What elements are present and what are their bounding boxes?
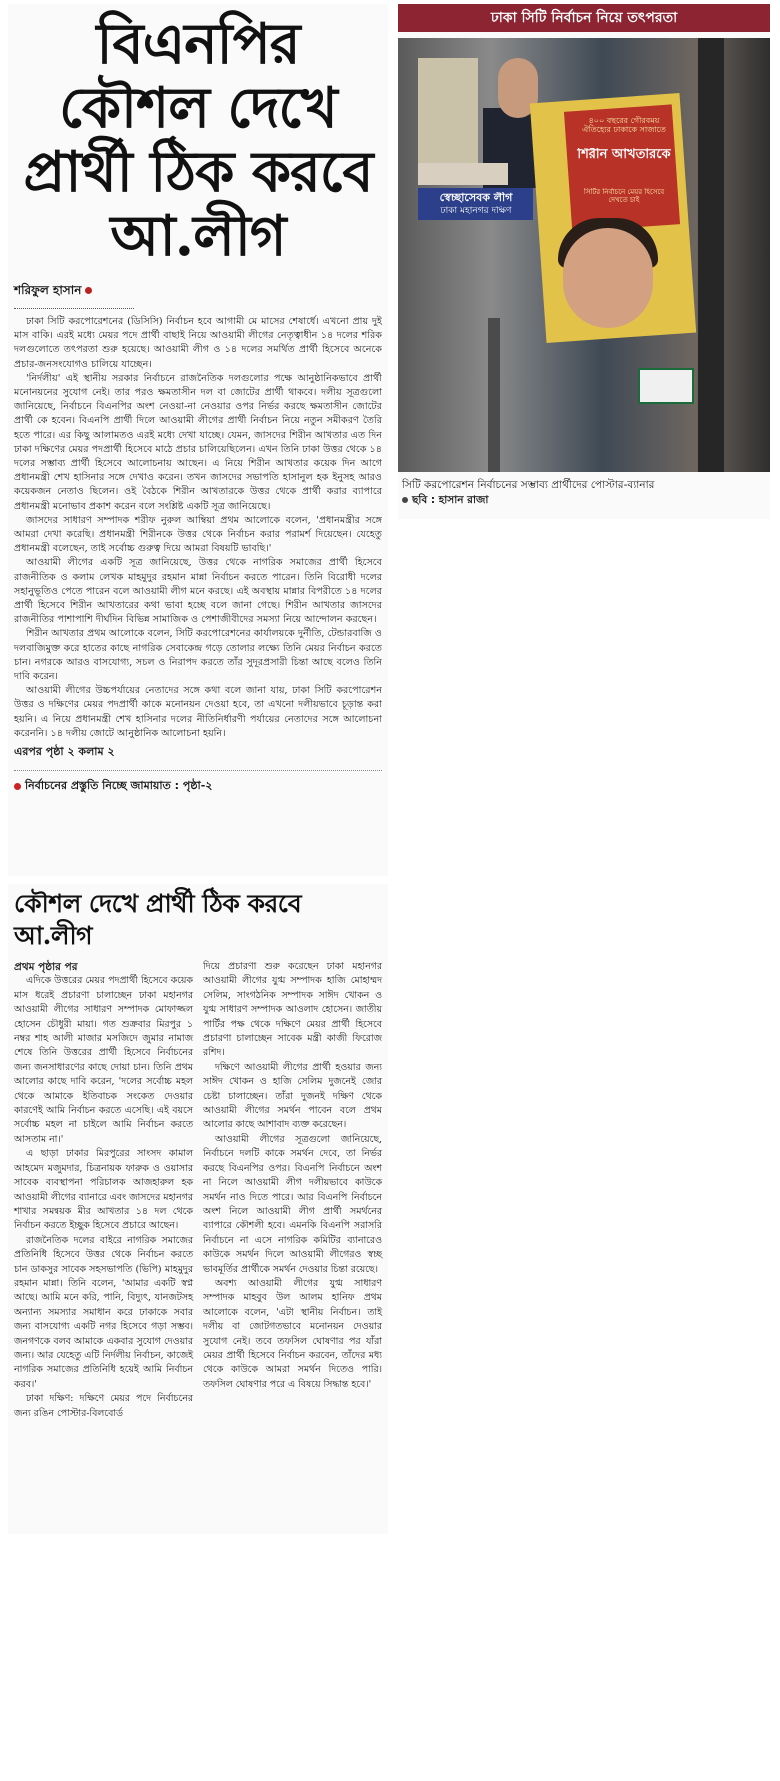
- continued-paragraph: এদিকে উত্তরের মেয়র পদপ্রার্থী হিসেবে কয়েক মাস ধরেই প্রচারণা চালাচ্ছেন ঢাকা মহানগর আওয়ামী লীগের সাধারণ সম্পাদক মোফাজ্জল হোসেন চৌধুরী মায়া। গত শুক্রবার মিরপুর ১ নম্বর শাহ আলী মাজার মসজিদে জুমার নামাজ শেষে তিনি উত্তরের প্রার্থী হিসেবে নির্বাচনের জন্য জনসাধারণের কাছে দোয়া চান। তিনি প্রথম আলোর কাছে দাবি করেন, 'দলের সর্বোচ্চ মহল থেকে আমাকে ইতিবাচক সংকেত দেওয়ার কারণেই আমি নির্বাচন করতে এসেছি। এই বয়সে সর্বোচ্চ মহল না চাইলে আমি নির্বাচন করতে আসতাম না।': [14, 975, 193, 1145]
- byline-rule: [14, 308, 134, 309]
- continued-paragraph: রাজনৈতিক দলের বাইরে নাগরিক সমাজের প্রতিনিধি হিসেবে উত্তর থেকে নির্বাচন করতে চান ডাকসুর সাবেক সহসভাপতি (ভিপি) মাহমুদুর রহমান মান্না। তিনি বলেন, 'আমার একটি স্বপ্ন আছে। আমি মনে করি, পানি, বিদ্যুৎ, যানজটসহ অন্যান্য সমস্যার সমাধান করে ঢাকাকে সবার জন্য বাসযোগ্য একটি নগর হিসেবে গড়া সম্ভব। জনগণকে বলব আমাকে একবার সুযোগ দেওয়ার জন্য। আর যেহেতু এটি নির্দলীয় নির্বাচন, কাজেই নাগরিক সমাজের প্রতিনিধি হয়েই আমি নির্বাচন করব।': [14, 1234, 193, 1390]
- continuation-note: এরপর পৃষ্ঠা ২ কলাম ২: [14, 745, 115, 759]
- poster-text: শিরীন আখতারকে: [577, 148, 671, 162]
- credit-dot-icon: [402, 497, 408, 503]
- portrait-face: [563, 228, 653, 328]
- poster-text: ৪০০ বছরের গৌরবময় ঐতিহ্যের ঢাকাকে সাজাতে: [582, 116, 666, 135]
- byline-name: শরিফুল হাসান: [14, 283, 82, 297]
- photo-clipping: [398, 4, 770, 519]
- poster-label-light: [418, 163, 508, 185]
- continued-columns: [8, 960, 388, 1421]
- main-body: [8, 315, 388, 741]
- photo-credit-text: ছবি : হাসান রাজা: [412, 494, 489, 506]
- continued-paragraph: ঢাকা দক্ষিণ: দক্ষিণে মেয়র পদে নির্বাচনের জন্য রঙিন পোস্টার-বিলবোর্ড: [14, 1393, 193, 1419]
- street-pole: [698, 38, 724, 472]
- photo-credit: [398, 493, 770, 510]
- continued-headline: কৌশল দেখে প্রার্থী ঠিক করবে আ.লীগ: [14, 889, 302, 950]
- byline: [8, 268, 388, 308]
- main-paragraph: ঢাকা সিটি করপোরেশনের (ডিসিসি) নির্বাচন হবে আগামী মে মাসের শেষার্ধে। এখনো প্রায় দুই মাস বাকি। এরই মধ্যে মেয়র পদে প্রার্থী বাছাই নিয়ে আওয়ামী লীগের নেতৃত্বাধীন ১৪ দলের শরিক দলগুলোতে তৎপরতা শুরু হয়েছে। আওয়ামী লীগ ও ১৪ দলের সমর্থিত প্রার্থী হিসেবে অনেকে প্রচার-জনসংযোগও চালিয়ে যাচ্ছেন।: [14, 316, 382, 370]
- byline-dot-icon: [85, 287, 92, 294]
- main-paragraph: আওয়ামী লীগের উচ্চপর্যায়ের নেতাদের সঙ্গে কথা বলে জানা যায়, ঢাকা সিটি করপোরেশন উত্তর ও দক্ষিণের মেয়র পদপ্রার্থী কাকে মনোনয়ন দেওয়া হবে, তা এখনো দলীয়ভাবে চূড়ান্ত করা হয়নি। এ নিয়ে প্রধানমন্ত্রী শেখ হাসিনার দলের নীতিনির্ধারণী পর্যায়ের নেতাদের সঙ্গে আলোচনা করেননি। ১৪ দলীয় জোটে আনুষ্ঠানিক আলোচনা হয়নি।: [14, 685, 382, 739]
- poster-text: সিটির নির্বাচনে মেয়র হিসেবে দেখতে চাই: [583, 188, 665, 205]
- continued-paragraph: দক্ষিণে আওয়ামী লীগের প্রার্থী হওয়ার জন্য সাঈদ খোকন ও হাজি সেলিম দুজনেই জোর চেষ্টা চালাচ্ছেন। তাঁরা দুজনই দক্ষিণ থেকে আওয়ামী লীগের সমর্থন পাবেন বলে প্রথম আলোর কাছে আশাবাদ ব্যক্ত করেছেন।: [203, 1061, 382, 1131]
- continued-paragraph: এ ছাড়া ঢাকার মিরপুরের সাংসদ কামাল আহমেদ মজুমদার, চিত্রনায়ক ফারুক ও ওয়াসার সাবেক ব্যবস্থাপনা পরিচালক আজহারুল হক আওয়ামী লীগের ব্যানারে এবং জাসদের মহানগর শাখার সমন্বয়ক মীর আখতার ১৪ দল থেকে নির্বাচন করতে ইচ্ছুক হিসেবে প্রচারে আছেন।: [14, 1148, 193, 1232]
- photo-caption: সিটি করপোরেশন নির্বাচনের সম্ভাব্য প্রার্থীদের পোস্টার-ব্যানার: [402, 479, 655, 491]
- poster-left: [418, 58, 478, 168]
- continued-lead: প্রথম পৃষ্ঠার পর: [14, 961, 78, 973]
- poster-text: স্বেচ্ছাসেবক লীগ: [439, 192, 513, 204]
- photo-header: ঢাকা সিটি নির্বাচন নিয়ে তৎপরতা: [398, 4, 770, 32]
- main-headline: বিএনপির কৌশল দেখে প্রার্থী ঠিক করবে আ.লীগ: [23, 11, 373, 269]
- main-paragraph: শিরীন আখতার প্রথম আলোকে বলেন, সিটি করপোরেশনের কার্যালয়কে দুর্নীতি, টেন্ডারবাজি ও দলবাজিমুক্ত করে হাতের কাছে নাগরিক সেবাকেন্দ্র গড়ে তোলার লক্ষ্যে তিনি মেয়র নির্বাচন করতে চান। নগরকে আরও বাসযোগ্য, সচল ও নিরাপদ করতে তাঁর সুদূরপ্রসারী চিন্তা আছে বলেও তিনি দাবি করেন।: [14, 628, 382, 683]
- main-paragraph: জাসদের সাধারণ সম্পাদক শরীফ নুরুল আম্বিয়া প্রথম আলোকে বলেন, 'প্রধানমন্ত্রীর সঙ্গে আমরা দেখা করেছি। প্রধানমন্ত্রী শিরীনকে উত্তর থেকে নির্বাচন করার পরামর্শ দিয়েছেন। যেহেতু প্রধানমন্ত্রী বলেছেন, তাই সর্বোচ্চ গুরুত্ব দিয়ে আমরা বিষয়টি ভাবছি।': [14, 514, 382, 555]
- teaser: [14, 770, 382, 796]
- teaser-text: নির্বাচনের প্রস্তুতি নিচ্ছে জামায়াত : পৃষ্ঠা-২: [25, 779, 213, 793]
- small-sign: [638, 368, 694, 404]
- continued-paragraph: অবশ্য আওয়ামী লীগের যুগ্ম সাধারণ সম্পাদক মাহবুব উল আলম হানিফ প্রথম আলোকে বলেন, 'এটা স্থানীয় নির্বাচন। তাই দলীয় বা জোটগতভাবে মনোনয়ন দেওয়ার সুযোগ নেই। তবে তফসিল ঘোষণার পর যাঁরা মেয়র প্রার্থী হিসেবে নির্বাচন করবেন, তাঁদের মধ্য থেকে কাউকে আমরা সমর্থন দিতেও পারি। তফসিল ঘোষণার পরে এ বিষয়ে সিদ্ধান্ত হবে।': [203, 1277, 382, 1390]
- continued-paragraph: আওয়ামী লীগের সূত্রগুলো জানিয়েছে, নির্বাচনে দলটি কাকে সমর্থন দেবে, তা নির্ভর করছে বিএনপির ওপর। বিএনপি নির্বাচনে অংশ না নিলে আওয়ামী লীগ দলীয়ভাবে কাউকে সমর্থন নাও দিতে পারে। আর বিএনপি নির্বাচনে অংশ নিলে আওয়ামী লীগ প্রার্থী সমর্থনের ব্যাপারে কৌশলী হবে। এমনকি বিএনপি সরাসরি নির্বাচনে না এসে নাগরিক কমিটির ব্যানারেও কাউকে সমর্থন দিলে আওয়ামী লীগেরও স্বচ্ছ ভাবমূর্তির প্রার্থীকে সমর্থন দেওয়ার চিন্তা রয়েছে।: [203, 1133, 382, 1275]
- main-paragraph: আওয়ামী লীগের একটি সূত্র জানিয়েছে, উত্তর থেকে নাগরিক সমাজের প্রার্থী হিসেবে রাজনীতিক ও কলাম লেখক মাহমুদুর রহমান মান্না নির্বাচন করতে পারেন। তিনি বিরোধী দলের সহানুভূতিও পেতে পারেন বলে আওয়ামী লীগ মনে করছে। এই অবস্থায় মান্নার বিপরীতে ১৪ দলের প্রার্থী হিসেবে শিরীন আখতারের কথা ভাবা হচ্ছে বলে জানা গেছে। শিরীন আখতার জাসদের রাজনীতির পাশাপাশি দীর্ঘদিন বিভিন্ন সামাজিক ও পেশাজীবীদের সমস্যা নিয়ে আন্দোলন করছেন।: [14, 557, 382, 626]
- main-paragraph: 'নির্দলীয়' এই স্থানীয় সরকার নির্বাচনে রাজনৈতিক দলগুলোর পক্ষে আনুষ্ঠানিকভাবে প্রার্থী মনোনয়নের সুযোগ নেই। তার পরও ক্ষমতাসীন দল বা জোটের প্রার্থী থাকবে। দলীয় সূত্রগুলো জানিয়েছে, নির্বাচনে বিএনপির অংশ নেওয়া-না নেওয়ার ওপর নির্ভর করছে ক্ষমতাসীন জোটের প্রার্থী কে হবেন। বিএনপি প্রার্থী দিলে আওয়ামী লীগের প্রার্থী নির্বাচন নিয়ে নতুন সমীকরণ তৈরি হতে পারে। এর কিছু আলামতও এরই মধ্যে দেখা যাচ্ছে। যেমন, জাসদের শিরীন আখতার এত দিন ঢাকা দক্ষিণের মেয়র পদপ্রার্থী হিসেবে মাঠে প্রচার চালিয়েছিলেন। এখন তিনি ঢাকা উত্তর থেকে ১৪ দলের সম্ভাব্য প্রার্থী হিসেবে আলোচনায় আছেন। এ নিয়ে শিরীন আখতার কয়েক দিন আগে প্রধানমন্ত্রী শেখ হাসিনার সঙ্গে দেখাও করেন। তখন জাসদের সভাপতি হাসানুল হক ইনুসহ আরও কয়েকজন নেতাও ছিলেন। ওই বৈঠকে শিরীন আখতারকে উত্তর থেকে প্রার্থী করার ব্যাপারে প্রধানমন্ত্রী মনোভাব প্রকাশ করেন বলে সংশ্লিষ্ট একটি সূত্র জানিয়েছে।: [14, 372, 382, 512]
- teaser-dot-icon: [14, 783, 21, 790]
- street-pole-small: [488, 318, 500, 472]
- main-article: [8, 4, 388, 876]
- continued-paragraph: দিয়ে প্রচারণা শুরু করেছেন ঢাকা মহানগর আওয়ামী লীগের যুগ্ম সম্পাদক হাজি মোহাম্মদ সেলিম, সাংগঠনিক সম্পাদক সাঈদ খোকন ও যুগ্ম সাধারণ সম্পাদক আওলাদ হোসেন। জাতীয় পার্টির পক্ষ থেকে দক্ষিণে মেয়র প্রার্থী হিসেবে প্রচারণা চালাচ্ছেন সাবেক মন্ত্রী কাজী ফিরোজ রশিদ।: [203, 961, 382, 1059]
- continued-article: [8, 884, 388, 1534]
- continued-column-1: [14, 960, 193, 1421]
- poster-text: ঢাকা মহানগর দক্ষিণ: [440, 206, 512, 216]
- continued-column-2: [203, 960, 382, 1421]
- poster-photo: [398, 38, 770, 472]
